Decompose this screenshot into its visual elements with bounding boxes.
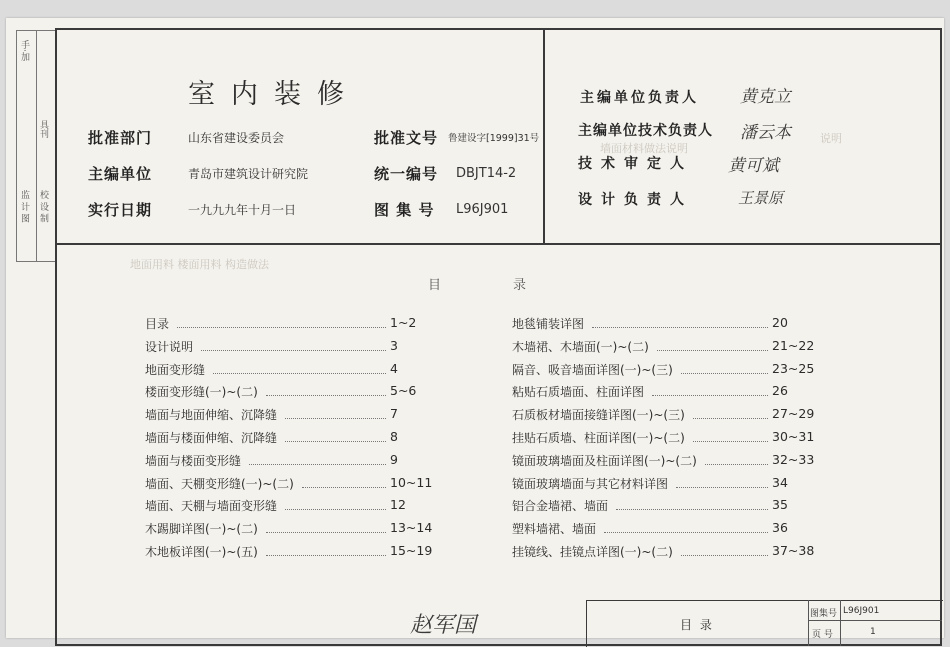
- toc-entry-page: 26: [772, 383, 788, 399]
- toc-entry-page: 15~19: [390, 543, 433, 558]
- toc-entry-title: 目录: [145, 317, 170, 331]
- technical-reviewer-label: 技术审定人: [578, 156, 693, 172]
- toc-leader-dots: [604, 532, 768, 533]
- toc-heading-left: 目: [428, 278, 442, 293]
- toc-leader-dots: [302, 487, 386, 488]
- technical-reviewer-signature: 黄可斌: [728, 156, 779, 176]
- atlas-number-label: 图集号: [810, 609, 838, 619]
- toc-entry-title: 挂镜线、挂镜点详图(一)~(二): [512, 545, 673, 559]
- toc-entry-title: 地面变形缝: [145, 362, 206, 377]
- toc-entry-page: 4: [390, 360, 398, 376]
- toc-leader-dots: [285, 509, 386, 510]
- toc-entry-page: 32~33: [772, 451, 815, 467]
- toc-entry-page: 3: [390, 337, 398, 353]
- toc-entry-title: 粘贴石质墙面、柱面详图: [512, 385, 645, 400]
- atlas-no-value: L96J901: [456, 202, 509, 217]
- toc-leader-dots: [285, 418, 386, 419]
- toc-entry-title: 塑料墙裙、墙面: [512, 522, 597, 537]
- toc-leader-dots: [657, 350, 768, 351]
- title-block-name: 目 录: [680, 618, 714, 632]
- design-lead-signature: 王景原: [738, 189, 784, 207]
- toc-entry-title: 设计说明: [145, 339, 194, 354]
- toc-entry-page: 30~31: [772, 429, 815, 444]
- technical-lead-label: 主编单位技术负责人: [578, 123, 713, 139]
- toc-leader-dots: [266, 395, 386, 396]
- toc-entry-page: 12: [390, 497, 406, 513]
- toc-entry-title: 木地板详图(一)~(五): [145, 545, 258, 559]
- effective-date-label: 实行日期: [88, 201, 153, 219]
- toc-leader-dots: [616, 509, 768, 510]
- effective-date-value: 一九九九年十月一日: [188, 203, 297, 217]
- toc-entry-page: 21~22: [772, 337, 815, 353]
- toc-heading-right: 录: [513, 278, 527, 293]
- toc-entry-page: 1~2: [390, 315, 417, 330]
- toc-entry-title: 楼面变形缝(一)~(二): [145, 385, 258, 400]
- atlas-no-label: 图 集 号: [374, 201, 435, 219]
- approval-dept-value: 山东省建设委员会: [188, 131, 285, 145]
- approval-doc-label: 批准文号: [374, 129, 439, 147]
- toc-entry-page: 20: [772, 315, 788, 330]
- toc-leader-dots: [266, 555, 386, 556]
- toc-entry-page: 37~38: [772, 543, 815, 558]
- toc-leader-dots: [266, 532, 386, 533]
- toc-leader-dots: [592, 327, 768, 328]
- toc-entry-title: 铝合金墙裙、墙面: [512, 499, 609, 514]
- header-divider: [55, 243, 942, 245]
- toc-entry-page: 36: [772, 520, 788, 536]
- toc-leader-dots: [652, 395, 768, 396]
- toc-entry-page: 34: [772, 474, 788, 490]
- page-title: 室内装修: [188, 79, 360, 110]
- page-number-value: 1: [870, 627, 876, 637]
- toc-entry-title: 墙面与楼面变形缝: [145, 453, 242, 468]
- approval-doc-value: 鲁建设字[1999]31号: [448, 133, 540, 144]
- toc-leader-dots: [681, 373, 768, 374]
- toc-entry-page: 8: [390, 429, 398, 444]
- approval-dept-label: 批准部门: [88, 129, 153, 147]
- toc-entry-title: 挂贴石质墙、柱面详图(一)~(二): [512, 431, 685, 445]
- toc-leader-dots: [681, 555, 768, 556]
- design-lead-label: 设计负责人: [578, 192, 693, 208]
- toc-entry-title: 地毯铺装详图: [512, 317, 585, 331]
- toc-entry-page: 35: [772, 497, 788, 513]
- toc-entry-page: 23~25: [772, 360, 815, 376]
- header-vertical-divider: [543, 28, 545, 243]
- page-number-label: 页 号: [812, 630, 833, 640]
- toc-leader-dots: [693, 418, 768, 419]
- toc-entry-page: 10~11: [390, 474, 433, 490]
- chief-editor-signature: 黄克立: [740, 87, 791, 107]
- toc-entry-title: 镜面玻璃墙面与其它材料详图: [512, 476, 669, 491]
- toc-entry-title: 墙面与楼面伸缩、沉降缝: [145, 431, 278, 445]
- toc-leader-dots: [676, 487, 768, 488]
- toc-leader-dots: [249, 464, 386, 465]
- toc-entry-page: 9: [390, 451, 398, 467]
- title-block: [586, 600, 943, 647]
- binding-text-3: 监 计 图: [19, 190, 29, 223]
- toc-leader-dots: [285, 441, 386, 442]
- toc-entry-title: 木踢脚详图(一)~(二): [145, 522, 258, 537]
- toc-leader-dots: [693, 441, 768, 442]
- binding-text-1: 手·加: [19, 40, 29, 61]
- toc-entry-title: 隔音、吸音墙面详图(一)~(三): [512, 362, 673, 377]
- binding-text-4: 校 设 制: [38, 190, 48, 223]
- toc-leader-dots: [213, 373, 386, 374]
- toc-entry-page: 5~6: [390, 383, 417, 399]
- chief-editor-label: 主编单位负责人: [580, 90, 699, 106]
- binding-text-2: 具刊: [38, 120, 48, 138]
- editor-unit-label: 主编单位: [88, 165, 153, 183]
- toc-entry-title: 镜面玻璃墙面及柱面详图(一)~(二): [512, 453, 697, 468]
- reviewer-signature: 赵军国: [410, 613, 477, 638]
- toc-entry-title: 木墙裙、木墙面(一)~(二): [512, 339, 649, 354]
- atlas-number-value: L96J901: [843, 606, 880, 616]
- toc-leader-dots: [201, 350, 386, 351]
- toc-entry-title: 墙面、天棚与墙面变形缝: [145, 499, 278, 514]
- toc-entry-title: 墙面、天棚变形缝(一)~(二): [145, 476, 294, 491]
- editor-unit-value: 青岛市建筑设计研究院: [188, 167, 309, 181]
- toc-entry-page: 13~14: [390, 520, 433, 536]
- toc-entry-title: 石质板材墙面接缝详图(一)~(三): [512, 408, 685, 423]
- technical-lead-signature: 潘云本: [740, 123, 791, 143]
- toc-entry-title: 墙面与地面伸缩、沉降缝: [145, 408, 278, 423]
- binding-strip: [16, 30, 56, 262]
- toc-entry-page: 27~29: [772, 406, 815, 422]
- unified-no-value: DBJT14-2: [456, 166, 517, 181]
- toc-entry-page: 7: [390, 406, 398, 422]
- toc-leader-dots: [177, 327, 386, 328]
- toc-leader-dots: [705, 464, 768, 465]
- unified-no-label: 统一编号: [374, 165, 439, 183]
